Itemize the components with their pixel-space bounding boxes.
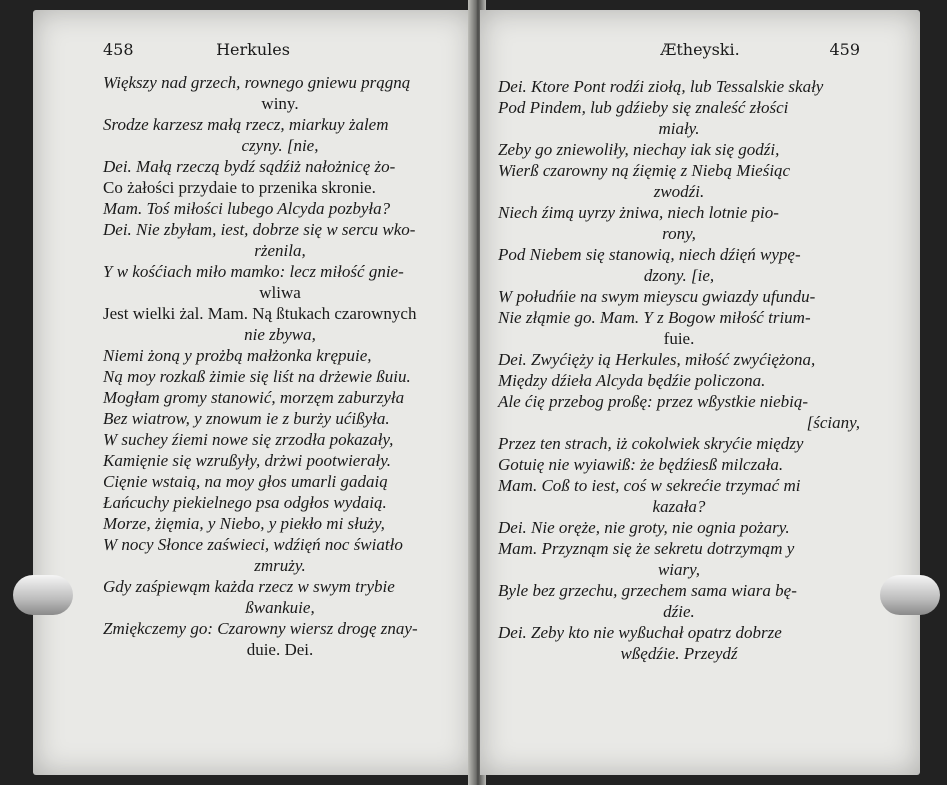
- text-line: Dei. Nie oręże, nie groty, nie ognia pożary.: [498, 518, 790, 537]
- text-line: zwodźi.: [653, 182, 705, 201]
- text-line: rżenila,: [254, 241, 306, 260]
- text-line: Mam. Toś miłości lubego Alcyda pozbyła?: [103, 199, 391, 218]
- text-line: Ną moy rozkaß żimie się liśt na drżewie ßuiu.: [103, 367, 411, 386]
- page-number: 459: [829, 40, 860, 59]
- text-line: Cięnie wstaią, na moy głos umarli gadaią: [103, 472, 388, 491]
- text-line: Ale ćię przebog proßę: przez wßystkie niebią-: [498, 392, 809, 411]
- page-clip: [13, 575, 73, 615]
- text-line: Bez wiatrow, y znowum ie z burży ućißyła.: [103, 409, 390, 428]
- text-line: Wierß czarowny ną źięmię z Niebą Mieśiąc: [498, 161, 791, 180]
- text-line: Dei. Ktore Pont rodźi ziołą, lub Tessalskie skały: [498, 77, 824, 96]
- text-line: Między dźieła Alcyda będźie policzona.: [498, 371, 766, 390]
- text-line: dźie.: [663, 602, 695, 621]
- page-number: 458: [103, 40, 134, 59]
- text-line: kazała?: [652, 497, 706, 516]
- text-line: Morze, żięmia, y Niebo, y piekło mi służy,: [103, 514, 385, 533]
- text-line: Niech źimą uyrzy żniwa, niech lotnie pio-: [498, 203, 779, 222]
- text-line: W suchey źiemi nowe się zrzodła pokazały,: [103, 430, 394, 449]
- text-line: Srodze karzesz małą rzecz, miarkuy żalem: [103, 115, 389, 134]
- left-page-text: [103, 72, 457, 660]
- page-clip: [880, 575, 940, 615]
- text-line: Większy nad grzech, rownego gniewu prągną: [103, 73, 411, 92]
- left-page-header: [33, 40, 473, 64]
- right-page-text: [498, 76, 860, 664]
- text-line: Zmiękczemy go: Czarowny wiersz drogę znay-: [103, 619, 418, 638]
- text-line: W nocy Słonce zaświeci, wdźięń noc światło: [103, 535, 403, 554]
- text-line: duie. Dei.: [246, 640, 314, 659]
- text-line: W połudńie na swym mieyscu gwiazdy ufundu-: [498, 287, 816, 306]
- text-line: Dei. Nie zbyłam, iest, dobrze się w sercu wko-: [103, 220, 416, 239]
- text-line: Mam. Przyznąm się że sekretu dotrzymąm y: [498, 539, 795, 558]
- text-line: Co żałości przydaie to przenika skronie.: [103, 178, 376, 197]
- text-line: ßwankuie,: [245, 598, 315, 617]
- text-line: wßędźie. Przeydź: [620, 644, 738, 663]
- text-line: Gotuię nie wyiawiß: że będźiesß milczała.: [498, 455, 784, 474]
- text-line: Kamięnie się wzrußyły, drżwi pootwierały.: [103, 451, 392, 470]
- text-line: nie zbywa,: [244, 325, 316, 344]
- text-line: wliwa: [259, 283, 301, 302]
- text-line: fuie.: [663, 329, 695, 348]
- left-page: [33, 10, 473, 775]
- text-line: Dei. Zwyćięży ią Herkules, miłość zwyćiężona,: [498, 350, 816, 369]
- text-line: Byle bez grzechu, grzechem sama wiara bę-: [498, 581, 797, 600]
- text-line: Dei. Małą rzeczą bydź sądźiż nałożnicę żo-: [103, 157, 396, 176]
- right-page: [480, 10, 920, 775]
- running-head: Herkules: [216, 40, 290, 59]
- text-line: wiary,: [657, 560, 701, 579]
- text-line: zmruży.: [254, 556, 306, 575]
- text-line: Gdy zaśpiewąm każda rzecz w swym trybie: [103, 577, 395, 596]
- text-line: miały.: [658, 119, 700, 138]
- text-line: dzony. [ie,: [643, 266, 715, 285]
- text-line: Przez ten strach, iż cokolwiek skryćie między: [498, 434, 804, 453]
- text-line: Pod Niebem się stanowią, niech dźięń wypę-: [498, 245, 801, 264]
- running-head: Ætheyski.: [660, 40, 740, 59]
- text-line: rony,: [662, 224, 696, 243]
- text-line: Nie złąmie go. Mam. Y z Bogow miłość trium-: [498, 308, 811, 327]
- text-line: czyny. [nie,: [241, 136, 319, 155]
- text-line: winy.: [261, 94, 299, 113]
- text-line: Łańcuchy piekielnego psa odgłos wydaią.: [103, 493, 387, 512]
- text-line: Pod Pindem, lub gdźieby się znaleść złości: [498, 98, 789, 117]
- right-page-header: [480, 40, 920, 64]
- text-line: Mogłam gromy stanowić, morzęm zaburzyła: [103, 388, 405, 407]
- text-line: Jest wielki żal. Mam. Ną ßtukach czarownych: [103, 304, 417, 323]
- text-line: [ściany,: [806, 413, 860, 432]
- text-line: Niemi żoną y prożbą małżonka krępuie,: [103, 346, 372, 365]
- text-line: Dei. Zeby kto nie wyßuchał opatrz dobrze: [498, 623, 782, 642]
- text-line: Y w kośćiach miło mamko: lecz miłość gnie-: [103, 262, 404, 281]
- text-line: Zeby go zniewoliły, niechay iak się godźi,: [498, 140, 780, 159]
- text-line: Mam. Coß to iest, coś w sekrećie trzymać mi: [498, 476, 801, 495]
